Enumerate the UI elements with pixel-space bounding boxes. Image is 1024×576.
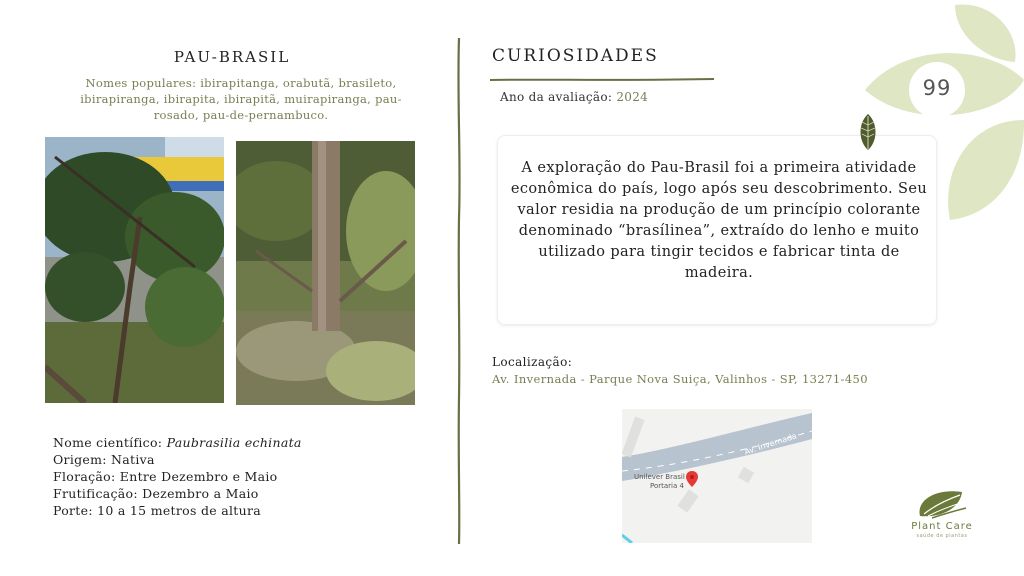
column-divider	[455, 38, 463, 544]
size-row: Porte: 10 a 15 metros de altura	[53, 503, 261, 518]
evaluation-year-value: 2024	[616, 90, 649, 104]
location-label: Localização:	[492, 355, 573, 369]
page-number: 99	[922, 76, 952, 100]
scientific-name-value: Paubrasilia echinata	[166, 435, 302, 450]
tree-photo-1	[45, 137, 224, 403]
curiosities-title: CURIOSIDADES	[492, 46, 659, 66]
location-address: Av. Invernada - Parque Nova Suiça, Valinhos - SP, 13271-450	[492, 372, 868, 386]
flowering-row: Floração: Entre Dezembro e Maio	[53, 469, 278, 484]
fruiting-row: Frutificação: Dezembro a Maio	[53, 486, 259, 501]
map-place-label-1: Unilever Brasil	[634, 473, 685, 481]
map-street-label: Av. Invernada	[743, 431, 798, 457]
plant-title: PAU-BRASIL	[173, 48, 291, 66]
decorative-leaves	[860, 0, 1024, 230]
scientific-name-row	[53, 434, 302, 451]
evaluation-label: Ano da avaliação:	[500, 90, 613, 104]
title-underline	[490, 68, 714, 74]
location-map[interactable]	[622, 409, 812, 543]
map-place-label-2: Portaria 4	[650, 482, 684, 490]
scientific-name-label: Nome científico:	[53, 435, 163, 450]
plant-facts	[53, 434, 302, 519]
origin-row: Origem: Nativa	[53, 452, 155, 467]
popular-names: Nomes populares: ibirapitanga, orabutã, brasileto, ibirapiranga, ibirapita, ibirapitã, muirapiranga, pau-rosado, pau-de-pernambuco.	[80, 76, 402, 122]
tree-photo-2	[236, 141, 415, 405]
logo-name: Plant Care	[911, 521, 973, 532]
curiosity-text: A exploração do Pau-Brasil foi a primeira atividade econômica do país, logo após seu descobrimento. Seu valor residia na produção de um princípio colorante denominado “brasílinea”, extraído do lenho e muito utilizado para tingir tecidos e fabricar tinta de madeira.	[510, 160, 928, 281]
logo-subtitle: saúde de plantas	[916, 533, 968, 539]
evaluation-year	[500, 90, 648, 104]
